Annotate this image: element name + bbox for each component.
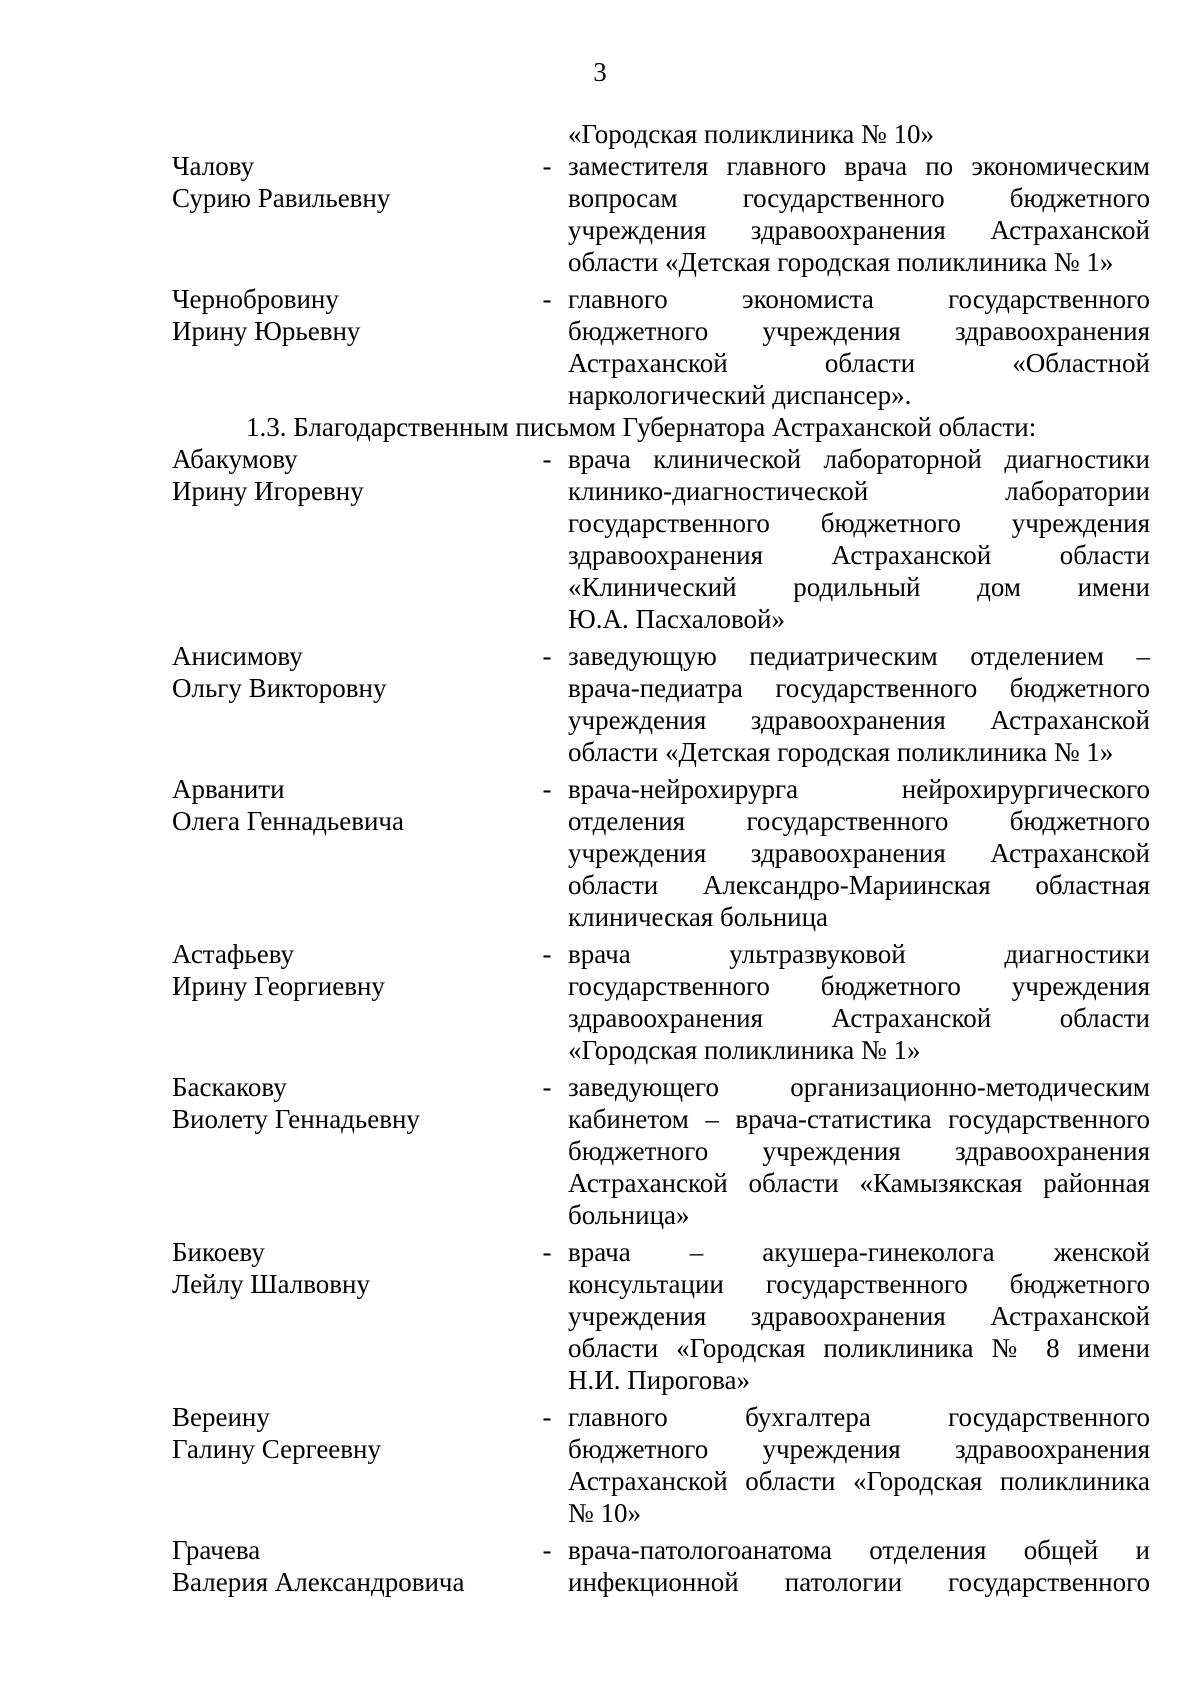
position-line: «Городская поликлиника № 1» bbox=[568, 1035, 921, 1065]
position-line: учреждения здравоохранения Астраханской bbox=[568, 1301, 1150, 1331]
position-line: наркологический диспансер». bbox=[568, 380, 912, 410]
position-line: врача-патологоанатома отделения общей и bbox=[568, 1535, 1150, 1565]
position-line: Астраханской области «Городская поликлиника bbox=[568, 1466, 1150, 1496]
position-line: отделения государственного бюджетного bbox=[568, 806, 1150, 836]
position-line: № 10» bbox=[568, 1498, 642, 1528]
recipient-name-line: Виолету Геннадьевну bbox=[172, 1104, 420, 1134]
continuation-block bbox=[172, 118, 1150, 150]
position-line: заведующего организационно-методическим bbox=[568, 1072, 1150, 1102]
position-line: больница» bbox=[568, 1200, 690, 1230]
position-line: «Клинический родильный дом имени bbox=[568, 572, 1150, 602]
recipient-name bbox=[172, 1236, 512, 1300]
position-line: вопросам государственного бюджетного bbox=[568, 183, 1150, 213]
recipient-name-line: Баскакову bbox=[172, 1072, 287, 1102]
position-line: здравоохранения Астраханской области bbox=[568, 540, 1150, 570]
recipient-name-line: Ирину Георгиевну bbox=[172, 971, 385, 1001]
position-line: учреждения здравоохранения Астраханской bbox=[568, 838, 1150, 868]
separator-dash: - bbox=[542, 444, 552, 474]
position-line: бюджетного учреждения здравоохранения bbox=[568, 1434, 1150, 1464]
position-line: области «Детская городская поликлиника № 1» bbox=[568, 737, 1114, 767]
recipient-name-line: Ирину Юрьевну bbox=[172, 316, 361, 346]
position-line: врача-педиатра государственного бюджетного bbox=[568, 673, 1150, 703]
recipient-name-line: Ирину Игоревну bbox=[172, 476, 364, 506]
award-entry bbox=[172, 773, 1150, 933]
award-entry bbox=[172, 938, 1150, 1066]
separator-dash: - bbox=[542, 1535, 552, 1565]
recipient-name bbox=[172, 283, 512, 347]
position-line: учреждения здравоохранения Астраханской bbox=[568, 705, 1150, 735]
recipient-name-line: Лейлу Шалвовну bbox=[172, 1269, 370, 1299]
position-line: здравоохранения Астраханской области bbox=[568, 1003, 1150, 1033]
recipient-name-line: Сурию Равильевну bbox=[172, 183, 391, 213]
entries-before bbox=[172, 150, 1150, 411]
recipient-position bbox=[568, 1534, 1150, 1598]
recipient-name-line: Грачева bbox=[172, 1535, 261, 1565]
position-line: области «Городская поликлиника № 8 имени bbox=[568, 1333, 1150, 1363]
recipient-name-line: Олега Геннадьевича bbox=[172, 806, 404, 836]
position-line: инфекционной патологии государственного bbox=[568, 1567, 1150, 1597]
position-line: клинико-диагностической лаборатории bbox=[568, 476, 1150, 506]
recipient-position bbox=[568, 938, 1150, 1066]
separator-dash: - bbox=[542, 284, 552, 314]
separator-dash: - bbox=[542, 1237, 552, 1267]
position-line: заместителя главного врача по экономическим bbox=[568, 151, 1150, 181]
recipient-name-line: Вереину bbox=[172, 1402, 270, 1432]
recipient-name-line: Астафьеву bbox=[172, 939, 295, 969]
position-line: области Александро-Мариинская областная bbox=[568, 870, 1150, 900]
recipient-name bbox=[172, 1071, 512, 1135]
recipient-position bbox=[568, 773, 1150, 933]
position-line: Астраханской области «Камызякская районная bbox=[568, 1168, 1150, 1198]
position-line: учреждения здравоохранения Астраханской bbox=[568, 215, 1150, 245]
separator-dash: - bbox=[542, 641, 552, 671]
position-line: государственного бюджетного учреждения bbox=[568, 971, 1150, 1001]
recipient-name-line: Ольгу Викторовну bbox=[172, 673, 387, 703]
award-entry bbox=[172, 150, 1150, 278]
continuation-line: «Городская поликлиника № 10» bbox=[568, 119, 934, 149]
position-line: Ю.А. Пасхаловой» bbox=[568, 604, 785, 634]
recipient-name-line: Арванити bbox=[172, 774, 285, 804]
recipient-position bbox=[568, 640, 1150, 768]
recipient-name bbox=[172, 938, 512, 1002]
recipient-name bbox=[172, 1401, 512, 1465]
award-list bbox=[172, 118, 1150, 1598]
recipient-position bbox=[568, 150, 1150, 278]
recipient-position bbox=[568, 1071, 1150, 1231]
award-entry bbox=[172, 1401, 1150, 1529]
recipient-position bbox=[568, 1401, 1150, 1529]
recipient-name bbox=[172, 773, 512, 837]
award-entry bbox=[172, 1236, 1150, 1396]
recipient-name bbox=[172, 640, 512, 704]
recipient-name-line: Галину Сергеевну bbox=[172, 1434, 381, 1464]
award-entry bbox=[172, 1534, 1150, 1598]
position-line: главного экономиста государственного bbox=[568, 284, 1150, 314]
award-entry bbox=[172, 443, 1150, 635]
recipient-name-line: Чалову bbox=[172, 151, 255, 181]
recipient-name-line: Анисимову bbox=[172, 641, 303, 671]
separator-dash: - bbox=[542, 774, 552, 804]
recipient-name-line: Бикоеву bbox=[172, 1237, 265, 1267]
position-line: государственного бюджетного учреждения bbox=[568, 508, 1150, 538]
position-line: врача ультразвуковой диагностики bbox=[568, 939, 1150, 969]
recipient-name-line: Чернобровину bbox=[172, 284, 339, 314]
separator-dash: - bbox=[542, 1072, 552, 1102]
award-entry bbox=[172, 283, 1150, 411]
position-line: консультации государственного бюджетного bbox=[568, 1269, 1150, 1299]
section-heading: 1.3. Благодарственным письмом Губернатора Астраханской области: bbox=[246, 412, 1037, 442]
position-line: бюджетного учреждения здравоохранения bbox=[568, 1136, 1150, 1166]
recipient-name-line: Абакумову bbox=[172, 444, 298, 474]
page-number: 3 bbox=[593, 57, 607, 87]
position-line: области «Детская городская поликлиника № 1» bbox=[568, 247, 1114, 277]
recipient-name bbox=[172, 1534, 512, 1598]
separator-dash: - bbox=[542, 151, 552, 181]
recipient-position bbox=[568, 283, 1150, 411]
recipient-name bbox=[172, 150, 512, 214]
award-entry bbox=[172, 1071, 1150, 1231]
position-line: врача клинической лабораторной диагностики bbox=[568, 444, 1150, 474]
recipient-name bbox=[172, 443, 512, 507]
award-entry bbox=[172, 640, 1150, 768]
separator-dash: - bbox=[542, 939, 552, 969]
entries-after bbox=[172, 443, 1150, 1598]
position-line: главного бухгалтера государственного bbox=[568, 1402, 1150, 1432]
separator-dash: - bbox=[542, 1402, 552, 1432]
position-line: врача – акушера-гинеколога женской bbox=[568, 1237, 1150, 1267]
recipient-position bbox=[568, 1236, 1150, 1396]
position-line: Н.И. Пирогова» bbox=[568, 1365, 750, 1395]
position-line: Астраханской области «Областной bbox=[568, 348, 1150, 378]
position-line: клиническая больница bbox=[568, 902, 829, 932]
recipient-position bbox=[568, 443, 1150, 635]
position-line: кабинетом – врача-статистика государственного bbox=[568, 1104, 1150, 1134]
position-line: бюджетного учреждения здравоохранения bbox=[568, 316, 1150, 346]
position-line: врача-нейрохирурга нейрохирургического bbox=[568, 774, 1150, 804]
position-line: заведующую педиатрическим отделением – bbox=[568, 641, 1150, 671]
recipient-name-line: Валерия Александровича bbox=[172, 1567, 465, 1597]
